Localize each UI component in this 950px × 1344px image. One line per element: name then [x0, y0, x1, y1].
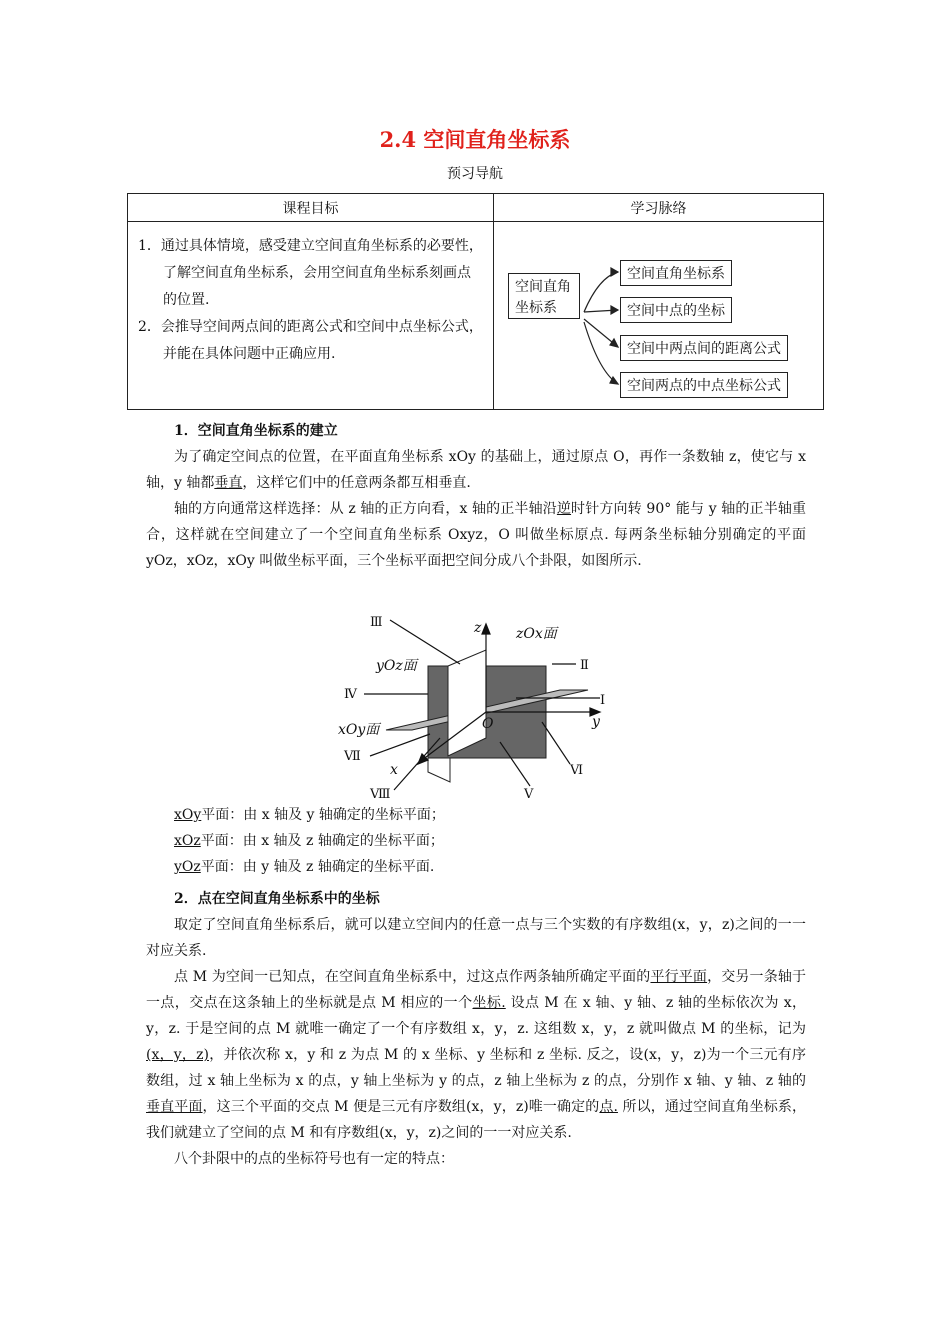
- concept-map: [494, 222, 824, 410]
- octant-label: Ⅰ: [600, 693, 606, 708]
- plane-definitions: [146, 802, 806, 880]
- origin-label: O: [482, 716, 494, 732]
- paragraph: 点 M 为空间一已知点，在空间直角坐标系中，过这点作两条轴所确定平面的平行平面，交另一条轴于一点，交点在这条轴上的坐标就是点 M 相应的一个坐标. 设点 M 在 x 轴、y 轴、z 轴的坐标依次为 x，y，z. 于是空间的点 M 就唯一确定了一个有序数组 x，y，z. 这组数 x，y，z 就叫做点 M 的坐标，记为(x，y，z)，并依次称 x，y 和 z 为点 M 的 x 坐标、y 坐标和 z 坐标. 反之，设(x，y，z)为一个三元有序数组，过 x 轴上坐标为 x 的点，y 轴上坐标为 y 的点，z 轴上坐标为 z 的点，分别作 x 轴、y 轴、z 轴的垂直平面，这三个平面的交点 M 便是三元有序数组(x，y，z)唯一确定的点. 所以，通过空间直角坐标系，我们就建立了空间的点 M 和有序数组(x，y，z)之间的一一对应关系.: [146, 969, 807, 1141]
- axis-label-y: y: [592, 714, 600, 730]
- map-main-node: 空间直角坐标系: [508, 273, 580, 319]
- map-node: 空间中两点间的距离公式: [620, 335, 788, 361]
- paragraph: 轴的方向通常这样选择：从 z 轴的正方向看，x 轴的正半轴沿逆时针方向转 90° 能与 y 轴的正半轴重合，这样就在空间建立了一个空间直角坐标系 Oxyz，O 叫做坐标原点. 每两条坐标轴分别确定的平面 yOz，xOz，xOy 叫做坐标平面，三个坐标平面把空间分成八个卦限，如图所示.: [146, 501, 807, 569]
- goal-item: 1．通过具体情境，感受建立空间直角坐标系的必要性，了解空间直角坐标系，会用空间直角坐标系刻画点的位置.: [138, 238, 483, 308]
- octant-label: Ⅱ: [580, 658, 589, 673]
- octant-label: Ⅲ: [370, 615, 383, 630]
- plane-def: xOy平面：由 x 轴及 y 轴确定的坐标平面；: [174, 807, 445, 823]
- map-node: 空间中点的坐标: [620, 297, 732, 323]
- paragraph: 取定了空间直角坐标系后，就可以建立空间内的任意一点与三个实数的有序数组(x，y，z)之间的一一对应关系.: [146, 917, 806, 959]
- plane-label-xOy: xOy面: [338, 722, 380, 738]
- octant-label: Ⅵ: [570, 763, 584, 778]
- col-header-map: 学习脉络: [494, 194, 824, 222]
- col-header-goals: 课程目标: [128, 194, 494, 222]
- octant-label: Ⅳ: [344, 687, 357, 702]
- goal-item: 2．会推导空间两点间的距离公式和空间中点坐标公式，并能在具体问题中正确应用.: [138, 319, 483, 362]
- section-2: [146, 886, 806, 1172]
- subtitle: 预习导航: [447, 166, 503, 182]
- plane-def: yOz平面：由 y 轴及 z 轴确定的坐标平面.: [174, 859, 435, 875]
- octant-label: Ⅶ: [344, 749, 361, 764]
- octant-label: Ⅴ: [524, 787, 534, 802]
- page-title: 2.4 空间直角坐标系: [379, 127, 571, 152]
- plane-def: xOz平面：由 x 轴及 z 轴确定的坐标平面；: [174, 833, 444, 849]
- map-node: 空间直角坐标系: [620, 260, 732, 286]
- goals-cell: [128, 222, 494, 410]
- map-node: 空间两点的中点坐标公式: [620, 372, 788, 398]
- paragraph: 为了确定空间点的位置，在平面直角坐标系 xOy 的基础上，通过原点 O，再作一条数轴 z，使它与 x 轴，y 轴都垂直，这样它们中的任意两条都互相垂直.: [146, 449, 806, 491]
- section-heading: 1．空间直角坐标系的建立: [174, 423, 338, 439]
- plane-label-yOz: yOz面: [376, 658, 417, 674]
- preview-table: [127, 193, 824, 410]
- axis-label-z: z: [474, 620, 482, 636]
- section-1: [146, 418, 806, 574]
- paragraph: 八个卦限中的点的坐标符号也有一定的特点：: [174, 1151, 454, 1167]
- plane-label-zOx: zOx面: [516, 626, 557, 642]
- axis-label-x: x: [390, 762, 398, 778]
- section-heading: 2．点在空间直角坐标系中的坐标: [174, 891, 380, 907]
- octant-label: Ⅷ: [370, 787, 391, 802]
- octant-figure: [330, 612, 620, 802]
